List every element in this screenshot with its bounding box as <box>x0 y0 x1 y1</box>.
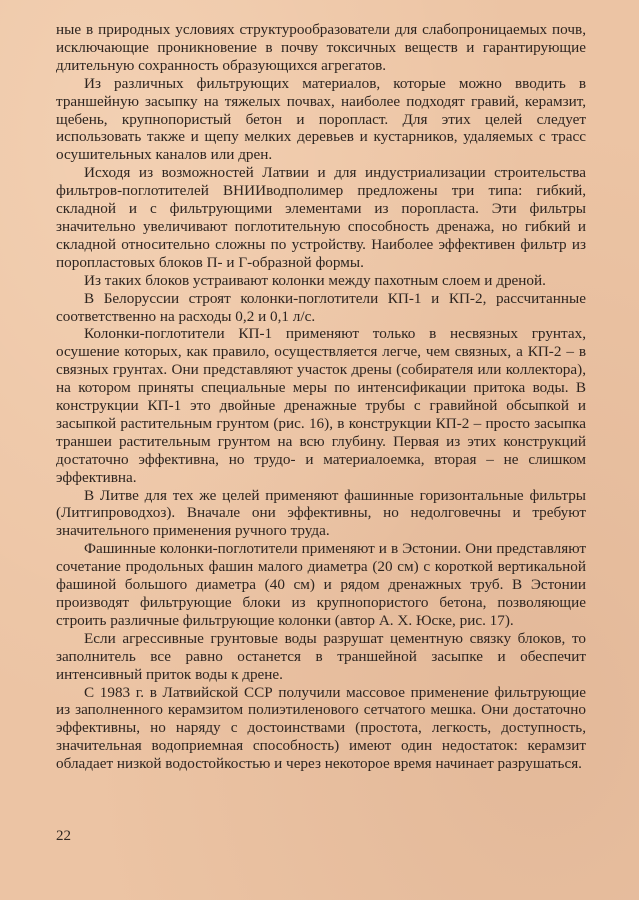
paragraph-kp1-kp2-design: Колонки-поглотители КП-1 применяют только в несвязных грунтах, осушение которых, как правило, осуществляется легче, чем связных, а КП-2 – в связных грунтах. Они представляют участок дрены (собирателя или коллектора), на котором приняты специальные меры по интенсификации притока воды. В конструкции КП-1 это двойные дренажные трубы с гравийной обсыпкой и засыпкой растительным грунтом (рис. 16), в конструкции КП-2 – просто засыпка траншеи растительным грунтом на всю глубину. Первая из этих конструкций достаточно эффективна, но трудо- и материалоемка, вторая – не слишком эффективна. <box>56 325 586 486</box>
paragraph-lithuania-fascine: В Литве для тех же целей применяют фашинные горизонтальные фильтры (Литгипроводхоз). Вначале они эффективны, но недолговечны и требуют значительного применения ручного труда. <box>56 486 586 540</box>
paragraph-filter-materials: Из различных фильтрующих материалов, которые можно вводить в траншейную засыпку на тяжелых почвах, наиболее подходят гравий, керамзит, щебень, крупнопористый бетон и поропласт. Для этих целей следует использовать также и щепу мелких деревьев и кустарников, удаляемых с трасс осушительных каналов или дрен. <box>56 74 586 164</box>
paragraph-latvia-filter-types: Исходя из возможностей Латвии и для индустриализации строительства фильтров-поглотителей ВНИИводполимер предложены три типа: гибкий, складной и с фильтрующими элементами из поропласта. Эти фильтры значительно увеличивают поглотительную способность дренажа, но гибкий и складной относительно сложны по устройству. Наиболее эффективен фильтр из поропластовых блоков П- и Г-образной формы. <box>56 164 586 271</box>
paragraph-belarus-columns: В Белоруссии строят колонки-поглотители КП-1 и КП-2, рассчитанные соответственно на расходы 0,2 и 0,1 л/с. <box>56 289 586 325</box>
page-body <box>56 21 586 773</box>
paragraph-keramzit-bags: С 1983 г. в Латвийской ССР получили массовое применение фильтрующие из заполненного керамзитом полиэтиленового сетчатого мешка. Они достаточно эффективны, но наряду с достоинствами (простота, легкость, доступность, значительная водоприемная способность) имеют один недостаток: керамзит обладает низкой водостойкостью и через некоторое время начинает разрушаться. <box>56 683 586 773</box>
page-number: 22 <box>56 828 71 844</box>
paragraph-structure-formers: ные в природных условиях структурообразователи для слабопроницаемых почв, исключающие проникновение в почву токсичных веществ и гарантирующие длительную сохранность образующихся агрегатов. <box>56 21 586 74</box>
paragraph-aggressive-water: Если агрессивные грунтовые воды разрушат цементную связку блоков, то заполнитель все равно останется в траншейной засыпке и обеспечит интенсивный приток воды к дрене. <box>56 629 586 683</box>
paragraph-estonia-columns: Фашинные колонки-поглотители применяют и в Эстонии. Они представляют сочетание продольных фашин малого диаметра (20 см) с короткой вертикальной фашиной большого диаметра (40 см) и рядом дренажных труб. В Эстонии производят фильтрующие блоки из крупнопористого бетона, позволяющие строить различные фильтрующие колонки (автор А. Х. Юске, рис. 17). <box>56 540 586 629</box>
paragraph-block-columns: Из таких блоков устраивают колонки между пахотным слоем и дреной. <box>84 271 546 289</box>
